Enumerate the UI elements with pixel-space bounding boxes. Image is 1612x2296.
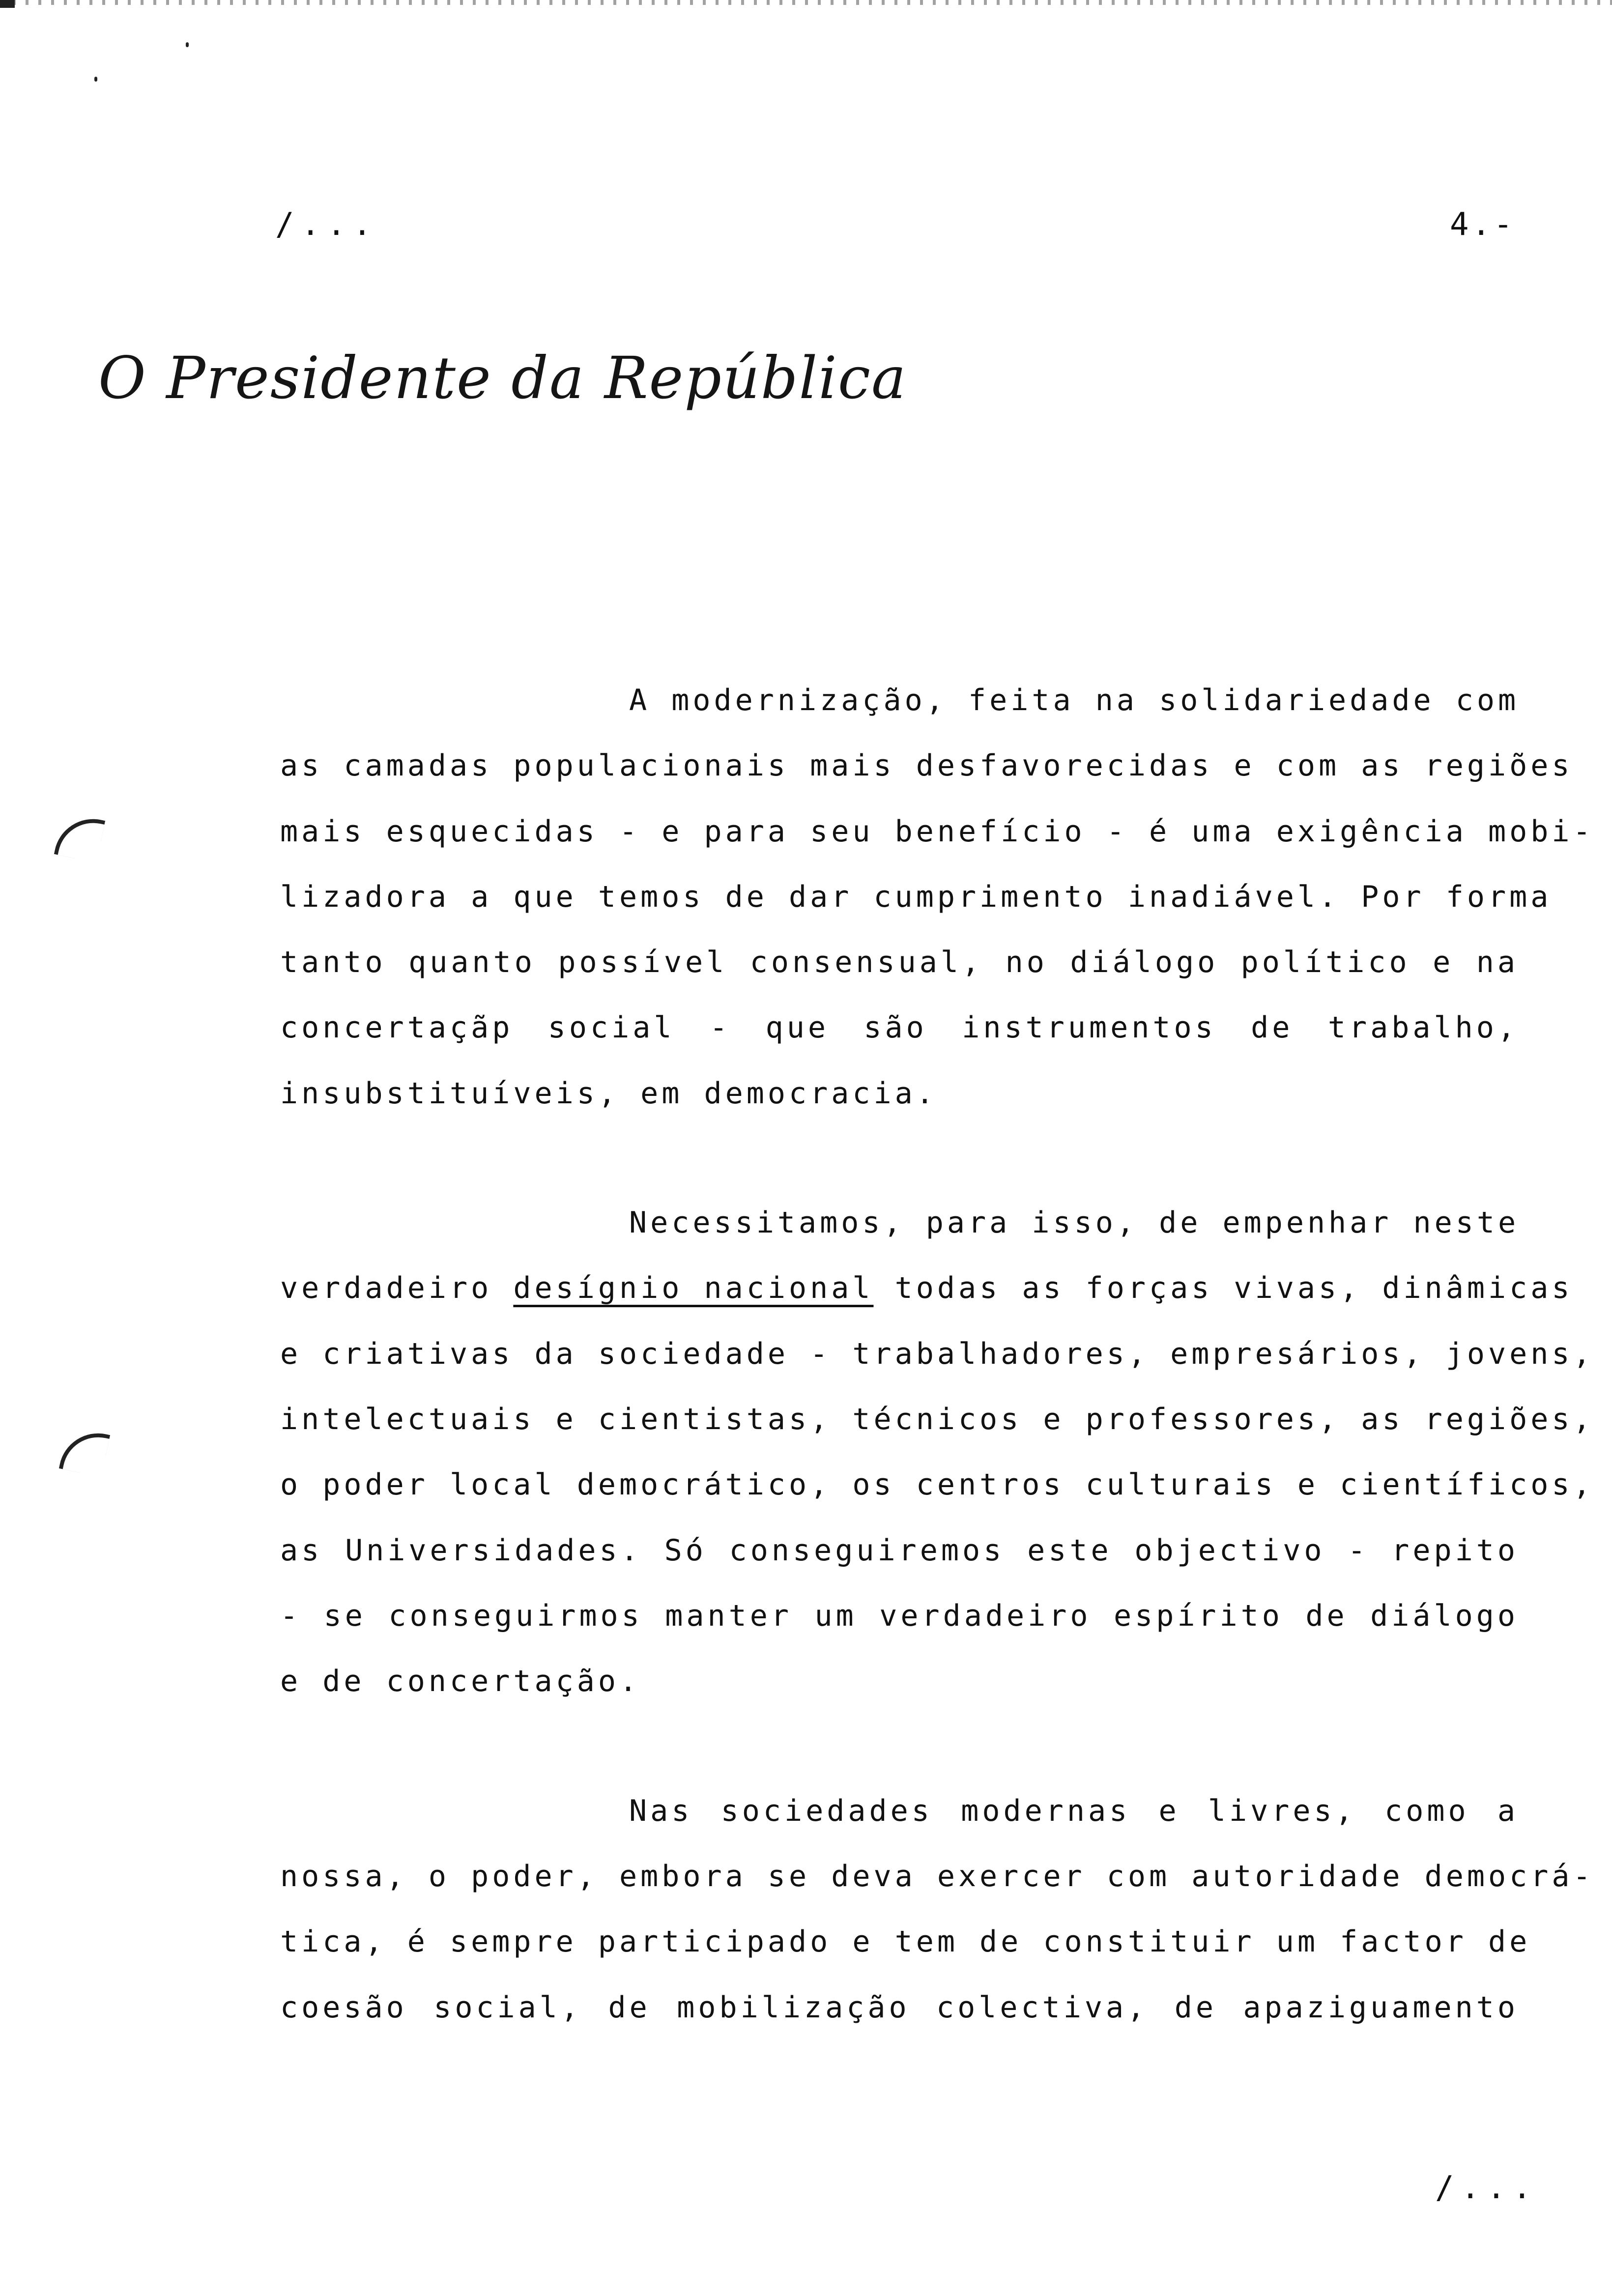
text-segment: verdadeiro [280, 1271, 492, 1305]
underlined-phrase: desígnio nacional [513, 1271, 874, 1305]
text-line: e criativas da sociedade - trabalhadores, empresários, jovens, [280, 1337, 1594, 1371]
text-line: mais esquecidas - e para seu benefício - é uma exigência mobi- [280, 814, 1594, 849]
text-line: as camadas populacionais mais desfavorecidas e com as regiões [280, 748, 1573, 783]
text-line: lizadora a que temos de dar cumprimento inadiável. Por forma [280, 880, 1552, 914]
page-number: 4.- [1450, 206, 1516, 243]
text-line: tanto quanto possível consensual, no diálogo político e na [280, 945, 1519, 979]
text-line-with-underline [280, 1266, 1573, 1310]
scan-edge-artifact [0, 0, 1612, 5]
text-line: concertaçãp social - que são instrumentos de trabalho, [280, 1010, 1519, 1045]
text-line: o poder local democrático, os centros culturais e científicos, [280, 1467, 1594, 1502]
text-line: Nas sociedades modernas e livres, como a [629, 1794, 1519, 1828]
text-line: Necessitamos, para isso, de empenhar neste [629, 1205, 1520, 1240]
text-line: tica, é sempre participado e tem de constituir um factor de [280, 1924, 1531, 1959]
text-line: nossa, o poder, embora se deva exercer com autoridade democrá- [280, 1859, 1594, 1894]
text-line: intelectuais e cientistas, técnicos e professores, as regiões, [280, 1402, 1594, 1436]
scan-corner-mark [0, 0, 15, 8]
punch-hole-mark [54, 812, 105, 863]
text-line: A modernização, feita na solidariedade com [629, 683, 1520, 718]
footer-continuation-mark: /... [1435, 2170, 1539, 2206]
text-segment: todas as forças vivas, dinâmicas [894, 1271, 1573, 1305]
letterhead-title: O Presidente da República [98, 344, 907, 412]
text-line: as Universidades. Só conseguiremos este objectivo - repito [280, 1533, 1519, 1568]
text-line: e de concertação. [280, 1664, 641, 1698]
punch-hole-mark [59, 1426, 110, 1477]
text-line: insubstituíveis, em democracia. [280, 1076, 937, 1111]
header-continuation-mark: /... [275, 206, 379, 243]
text-line: - se conseguirmos manter um verdadeiro espírito de diálogo [280, 1599, 1519, 1633]
scan-speck [186, 42, 189, 47]
scan-speck [94, 77, 97, 82]
text-line: coesão social, de mobilização colectiva, de apaziguamento [280, 1990, 1519, 2025]
